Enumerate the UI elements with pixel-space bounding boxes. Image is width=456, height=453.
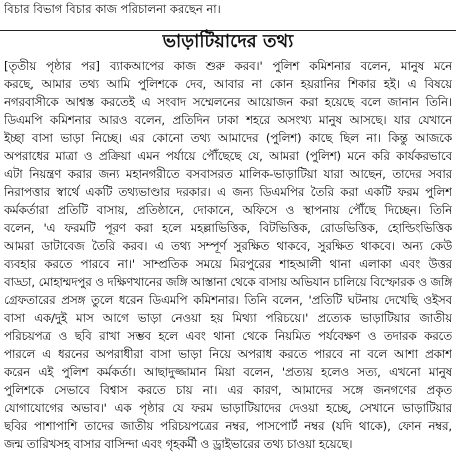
article-headline: ভাড়াটিয়াদের তথ্য <box>162 31 294 52</box>
article-line: এটা নিয়ন্ত্রণ করার জন্য মহানগরীতে বসবাসরত মালিক-ভাড়াটিয়া যারা আছেন, তাদের সবার <box>4 167 452 181</box>
article-line: ব্যবহার করতে পারবে না।' সাম্প্রতিক সময়ে মিরপুরের শাহআলী থানা এলাকা এবং উত্তর <box>4 257 452 271</box>
article-line: গ্রেফতারের প্রসঙ্গ তুলে ধরেন ডিএমপি কমিশনার। তিনি বলেন, 'প্রতিটি ঘটনায় দেখেছি ওইসব <box>4 293 452 307</box>
article-line: জন্ম তারিখসহ বাসার বাসিন্দা এবং গৃহকর্মী ও ড্রাইভারের তথ্য চাওয়া হয়েছে। <box>4 437 353 451</box>
article-line: বলেন, 'এ ফরমটি পূরণ করা হলে মহল্লাভিত্তিক, বিটভিত্তিক, রোডভিত্তিক, হোল্ডিংভিত্তিক <box>4 221 452 235</box>
article-line: নগরবাসীকে আশ্বস্ত করতেই এ সংবাদ সম্মেলনের আয়োজন করা হয়েছে বলে জানান তিনি। <box>4 95 452 109</box>
article-line: নিরাপত্তার স্বার্থে একটি তথ্যভাণ্ডার দরকার। এ জন্য ডিএমপির তৈরি করা একটি ফরম পুলিশ <box>4 185 452 199</box>
article-line: [তৃতীয় পৃষ্ঠার পর] ব্যাকআপের কাজ শুরু করব।' পুলিশ কমিশনার বলেন, মানুষ মনে <box>4 59 452 73</box>
article-line: বাসা এক/দুই মাস আগে ভাড়া নেওয়া হয় মিথ্যা পরিচয়ে।' প্রত্যেক ভাড়াটিয়ার জাতীয় <box>4 311 452 325</box>
article-line: ইচ্ছা বাসা ভাড়া নিচ্ছে। এর কোনো তথ্য আমাদের (পুলিশ) কাছে ছিল না। কিন্তু আজকে <box>4 131 452 145</box>
article-line: আমরা ডাটাবেজ তৈরি করব। এ তথ্য সম্পূর্ণ সুরক্ষিত থাকবে, সুরক্ষিত থাকবে। অন্য কেউ <box>4 239 452 253</box>
article-line: করেন এই পুলিশ কর্মকর্তা। আছাদুজ্জামান মিয়া বলেন, 'প্রত্যয় হলেও সত্য, এখনো মানুষ <box>4 365 452 379</box>
article-line: কর্মকর্তারা প্রতিটি বাসায়, প্রতিষ্ঠানে, দোকানে, অফিসে ও স্থাপনায় পৌঁছে দিচ্ছেন। তিনি <box>4 203 452 217</box>
article-line: পুলিশকে সেভাবে বিশ্বাস করতে চায় না। এর কারণ, আমাদের সঙ্গে জনগণের প্রকৃত <box>4 383 452 397</box>
article-line: ডিএমপি কমিশনার আরও বলেন, প্রতিদিন ঢাকা শহরে অসংখ্য মানুষ আসছে। যার যেখানে <box>4 113 452 127</box>
previous-article-fragment: বিচার বিভাগ বিচার কাজ পরিচালনা করছেন না। <box>4 2 221 16</box>
article-line: ছবির পাশাপাশি তাদের জাতীয় পরিচয়পত্রের নম্বর, পাসপোর্ট নম্বর (যদি থাকে), ফোন নম্বর, <box>4 419 452 433</box>
article-line: পারলে এ ধরনের অপরাধীরা বাসা ভাড়া নিয়ে অপরাধ করতে পারবে না বলে আশা প্রকাশ <box>4 347 452 361</box>
article-line: যোগাযোগের অভাব।' এক পৃষ্ঠার যে ফরম ভাড়াটিয়াদের দেওয়া হচ্ছে, সেখানে ভাড়াটিয়ার <box>4 401 452 415</box>
article-line: বাড্ডা, মোহাম্মদপুর ও দক্ষিণখানের জঙ্গি আস্তানা থেকে বাসায় অভিযান চালিয়ে বিস্ফোরক ও জঙ্গি <box>4 275 452 289</box>
article-body <box>4 57 452 453</box>
article-line: করছে, আমার তথ্য আমি পুলিশকে দেব, আবার না কোন হয়রানির শিকার হই। এ বিষয়ে <box>4 77 452 91</box>
article-line: অপরাধের মাত্রা ও প্রক্রিয়া এমন পর্যায়ে পৌঁছেছে যে, আমরা (পুলিশ) মনে করি কার্যকরভাবে <box>4 149 452 163</box>
article-line: পরিচয়পত্র ও ছবি রাখা সম্ভব হলে এবং থানা থেকে নিয়মিত পর্যবেক্ষণ ও তদারক করতে <box>4 329 452 343</box>
